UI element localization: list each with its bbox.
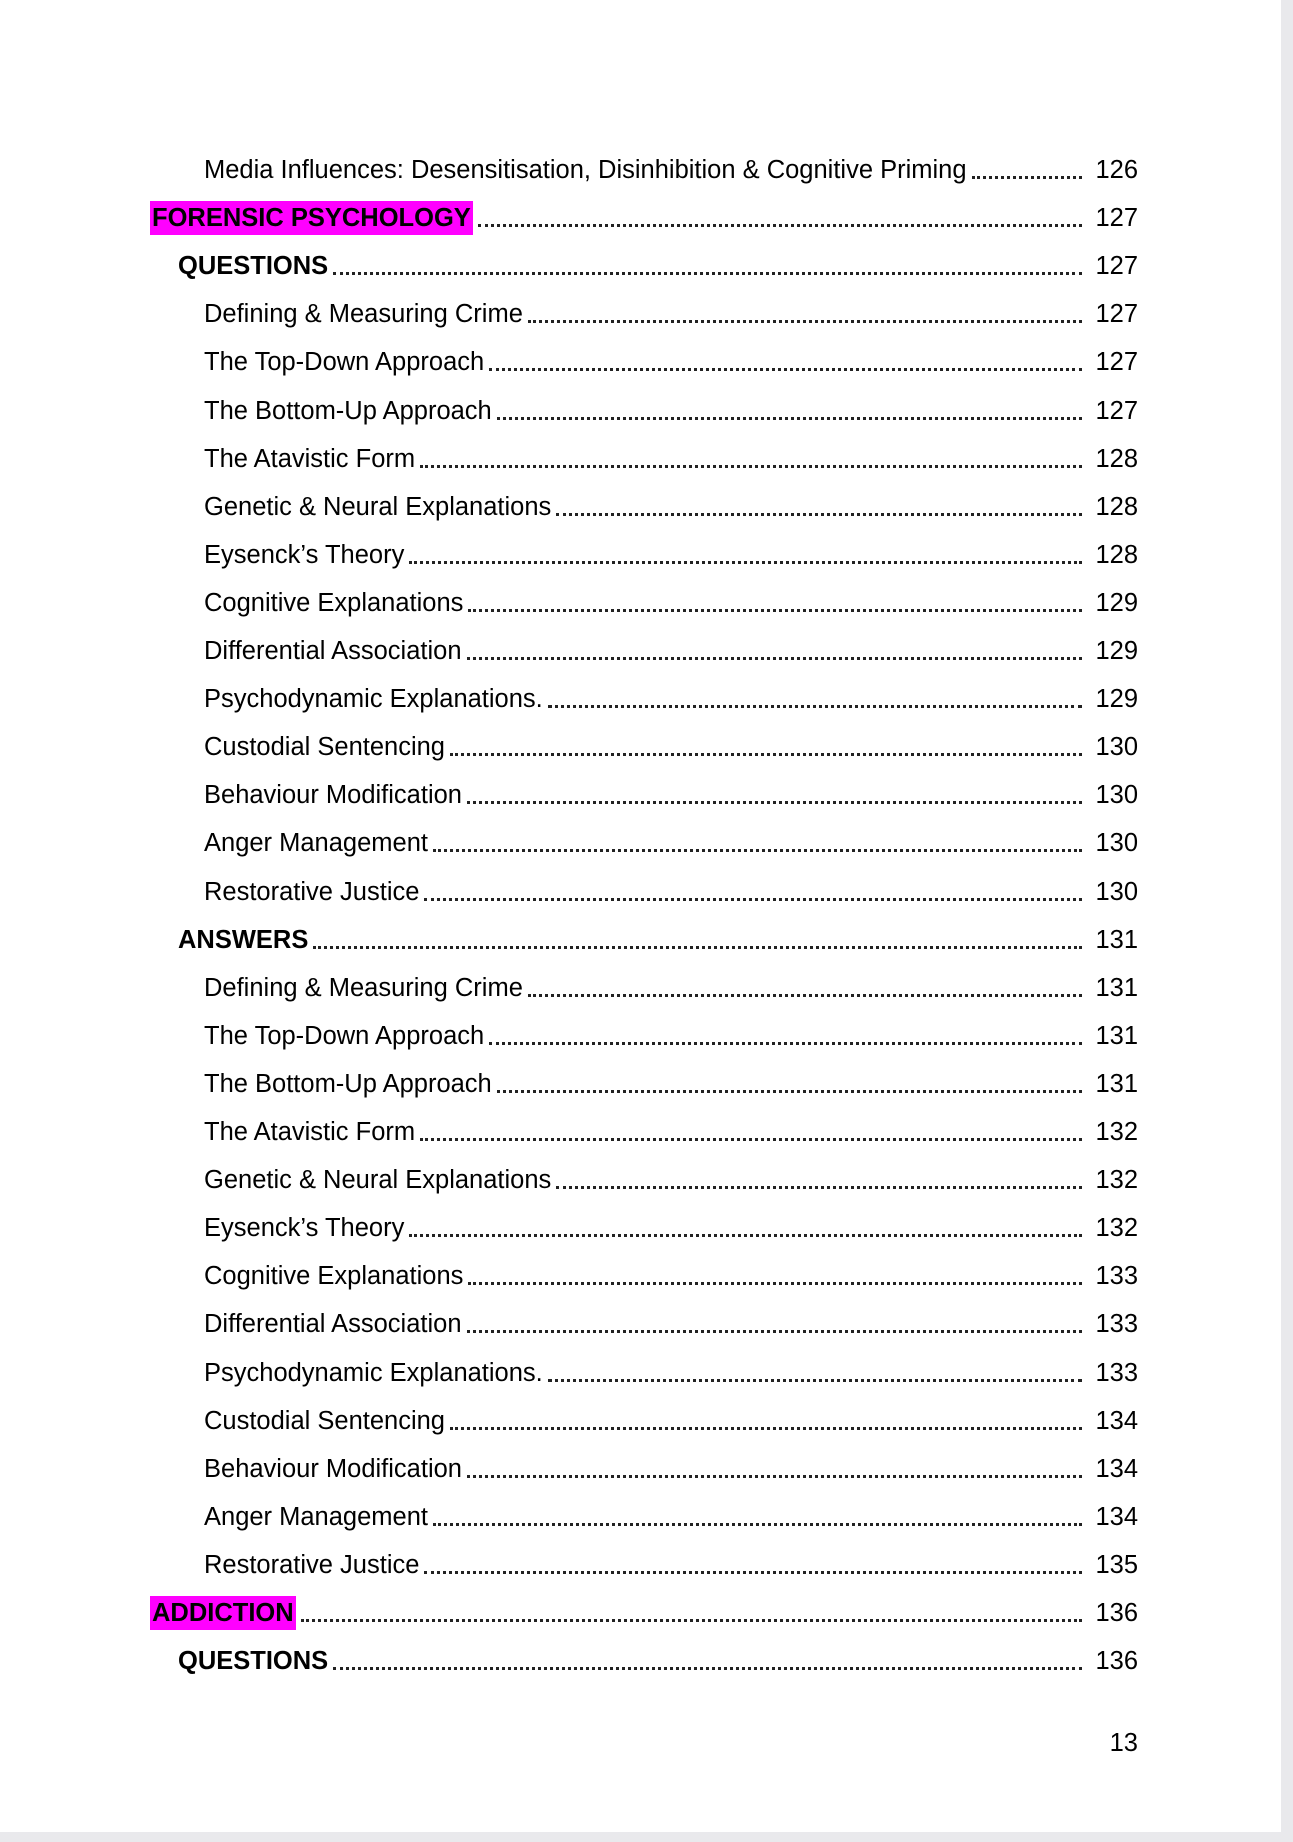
toc-entry-page-number: 132 bbox=[1095, 1118, 1138, 1146]
dot-leader bbox=[420, 1115, 1082, 1149]
toc-entry-title: The Top-Down Approach bbox=[204, 348, 485, 377]
toc-entry-title: Defining & Measuring Crime bbox=[204, 973, 523, 1002]
toc-entry-page-number: 133 bbox=[1095, 1358, 1138, 1387]
toc-entry-page-number: 130 bbox=[1095, 781, 1138, 810]
toc-entry-title: Anger Management bbox=[204, 829, 428, 858]
dot-leader bbox=[548, 682, 1082, 716]
toc-entry-title: Psychodynamic Explanations. bbox=[204, 1358, 543, 1387]
toc-entry[interactable] bbox=[152, 1596, 1138, 1630]
toc-entry-page-number: 127 bbox=[1095, 204, 1138, 233]
toc-entry[interactable] bbox=[204, 682, 1138, 716]
dot-leader bbox=[548, 1356, 1082, 1390]
toc-entry[interactable] bbox=[204, 153, 1138, 187]
toc-entry[interactable] bbox=[204, 875, 1138, 909]
toc-entry[interactable] bbox=[204, 1019, 1138, 1053]
toc-entry-page-number: 132 bbox=[1095, 1214, 1138, 1243]
toc-entry-title: The Bottom-Up Approach bbox=[204, 396, 492, 425]
dot-leader bbox=[972, 153, 1082, 187]
toc-entry-title: Differential Association bbox=[204, 1310, 462, 1339]
toc-entry-title: Media Influences: Desensitisation, Disinhibition & Cognitive Priming bbox=[204, 156, 967, 184]
dot-leader bbox=[528, 971, 1082, 1005]
toc-entry-page-number: 135 bbox=[1095, 1550, 1138, 1579]
toc-entry-page-number: 131 bbox=[1095, 1069, 1138, 1098]
dot-leader bbox=[424, 1548, 1082, 1582]
toc-entry[interactable] bbox=[204, 1067, 1138, 1101]
toc-entry-page-number: 131 bbox=[1095, 925, 1138, 954]
toc-entry-page-number: 133 bbox=[1095, 1262, 1138, 1291]
toc-entry[interactable] bbox=[204, 1404, 1138, 1438]
toc-entry[interactable] bbox=[204, 971, 1138, 1005]
toc-entry[interactable] bbox=[204, 1307, 1138, 1341]
toc-entry[interactable] bbox=[204, 826, 1138, 860]
toc-entry-page-number: 129 bbox=[1095, 588, 1138, 617]
dot-leader bbox=[556, 490, 1082, 524]
toc-entry-title: Custodial Sentencing bbox=[204, 733, 445, 762]
toc-entry[interactable] bbox=[204, 490, 1138, 524]
toc-entry-page-number: 132 bbox=[1095, 1166, 1138, 1195]
dot-leader bbox=[467, 778, 1082, 812]
dot-leader bbox=[424, 875, 1082, 909]
toc-entry-title: Eysenck’s Theory bbox=[204, 540, 405, 569]
toc-entry[interactable] bbox=[204, 634, 1138, 668]
toc-entry[interactable] bbox=[204, 1500, 1138, 1534]
toc-entry-page-number: 127 bbox=[1095, 396, 1138, 425]
toc-entry[interactable] bbox=[204, 297, 1138, 331]
toc-entry[interactable] bbox=[204, 1548, 1138, 1582]
toc-entry-page-number: 129 bbox=[1095, 637, 1138, 665]
toc-entry[interactable] bbox=[204, 586, 1138, 620]
toc-entry-title: FORENSIC PSYCHOLOGY bbox=[150, 201, 473, 235]
dot-leader bbox=[433, 1500, 1082, 1534]
toc-entry-page-number: 130 bbox=[1095, 829, 1138, 858]
dot-leader bbox=[333, 249, 1082, 283]
toc-entry-title: The Atavistic Form bbox=[204, 444, 416, 473]
toc-entry-page-number: 127 bbox=[1095, 252, 1138, 281]
toc-entry-title: Cognitive Explanations bbox=[204, 588, 464, 617]
toc-entry-title: Psychodynamic Explanations. bbox=[204, 685, 543, 714]
toc-entry-title: Genetic & Neural Explanations bbox=[204, 492, 552, 521]
toc-entry[interactable] bbox=[204, 538, 1138, 572]
toc-entry[interactable] bbox=[204, 1259, 1138, 1293]
toc-entry-page-number: 131 bbox=[1095, 973, 1138, 1002]
toc-entry-title: The Top-Down Approach bbox=[204, 1021, 485, 1050]
toc-entry-title: The Atavistic Form bbox=[204, 1118, 416, 1146]
toc-entry-page-number: 134 bbox=[1095, 1454, 1138, 1483]
toc-entry[interactable] bbox=[204, 1356, 1138, 1390]
toc-entry-title: ANSWERS bbox=[178, 925, 309, 954]
toc-entry-title: Cognitive Explanations bbox=[204, 1262, 464, 1291]
toc-entry-title: Behaviour Modification bbox=[204, 781, 462, 810]
dot-leader bbox=[467, 1307, 1082, 1341]
dot-leader bbox=[313, 923, 1082, 957]
toc-entry-page-number: 136 bbox=[1095, 1599, 1138, 1627]
toc-entry-title: Defining & Measuring Crime bbox=[204, 300, 523, 329]
toc-entry-title: Anger Management bbox=[204, 1502, 428, 1531]
page-number: 13 bbox=[1109, 1729, 1138, 1757]
toc-entry-title: Behaviour Modification bbox=[204, 1454, 462, 1483]
toc-entry-title: Restorative Justice bbox=[204, 877, 420, 906]
dot-leader bbox=[467, 1452, 1082, 1486]
dot-leader bbox=[409, 538, 1082, 572]
toc-entry-page-number: 129 bbox=[1095, 685, 1138, 714]
toc-entry-title: Restorative Justice bbox=[204, 1550, 420, 1579]
dot-leader bbox=[468, 586, 1082, 620]
toc-entry[interactable] bbox=[204, 394, 1138, 428]
toc-entry-page-number: 126 bbox=[1095, 156, 1138, 184]
dot-leader bbox=[467, 634, 1082, 668]
dot-leader bbox=[497, 1067, 1082, 1101]
dot-leader bbox=[497, 394, 1082, 428]
toc-entry-page-number: 131 bbox=[1095, 1021, 1138, 1050]
toc-entry-title: QUESTIONS bbox=[178, 252, 329, 281]
toc-entry-page-number: 134 bbox=[1095, 1502, 1138, 1531]
dot-leader bbox=[489, 345, 1082, 379]
toc-entry[interactable] bbox=[204, 1115, 1138, 1149]
toc-entry-title: ADDICTION bbox=[150, 1596, 296, 1630]
toc-entry[interactable] bbox=[204, 345, 1138, 379]
dot-leader bbox=[450, 1404, 1082, 1438]
dot-leader bbox=[489, 1019, 1082, 1053]
dot-leader bbox=[409, 1211, 1082, 1245]
dot-leader bbox=[528, 297, 1082, 331]
toc-entry[interactable] bbox=[204, 778, 1138, 812]
toc-entry-title: The Bottom-Up Approach bbox=[204, 1069, 492, 1098]
dot-leader bbox=[478, 201, 1082, 235]
dot-leader bbox=[301, 1596, 1082, 1630]
toc-entry[interactable] bbox=[178, 1644, 1138, 1678]
toc-entry[interactable] bbox=[204, 1452, 1138, 1486]
toc-entry[interactable] bbox=[204, 1211, 1138, 1245]
toc-entry-page-number: 128 bbox=[1095, 444, 1138, 473]
toc-entry-title: Custodial Sentencing bbox=[204, 1406, 445, 1435]
toc-entry-page-number: 130 bbox=[1095, 733, 1138, 762]
toc-entry[interactable] bbox=[204, 1163, 1138, 1197]
toc-entry[interactable] bbox=[178, 923, 1138, 957]
dot-leader bbox=[468, 1259, 1082, 1293]
toc-entry-page-number: 127 bbox=[1095, 348, 1138, 377]
toc-entry[interactable] bbox=[204, 730, 1138, 764]
toc-entry[interactable] bbox=[204, 442, 1138, 476]
toc-entry[interactable] bbox=[178, 249, 1138, 283]
toc-entry-page-number: 128 bbox=[1095, 492, 1138, 521]
toc-entry-title: Differential Association bbox=[204, 637, 462, 665]
dot-leader bbox=[556, 1163, 1082, 1197]
toc-entry-page-number: 130 bbox=[1095, 877, 1138, 906]
toc-entry-title: Genetic & Neural Explanations bbox=[204, 1166, 552, 1195]
dot-leader bbox=[420, 442, 1082, 476]
toc-entry-title: Eysenck’s Theory bbox=[204, 1214, 405, 1243]
toc-entry-page-number: 128 bbox=[1095, 540, 1138, 569]
toc-entry-title: QUESTIONS bbox=[178, 1647, 329, 1676]
dot-leader bbox=[433, 826, 1082, 860]
toc-entry-page-number: 127 bbox=[1095, 300, 1138, 329]
toc-entry-page-number: 134 bbox=[1095, 1406, 1138, 1435]
dot-leader bbox=[333, 1644, 1082, 1678]
dot-leader bbox=[450, 730, 1082, 764]
toc-entry-page-number: 133 bbox=[1095, 1310, 1138, 1339]
toc-entry-page-number: 136 bbox=[1095, 1647, 1138, 1676]
toc-entry[interactable] bbox=[152, 201, 1138, 235]
